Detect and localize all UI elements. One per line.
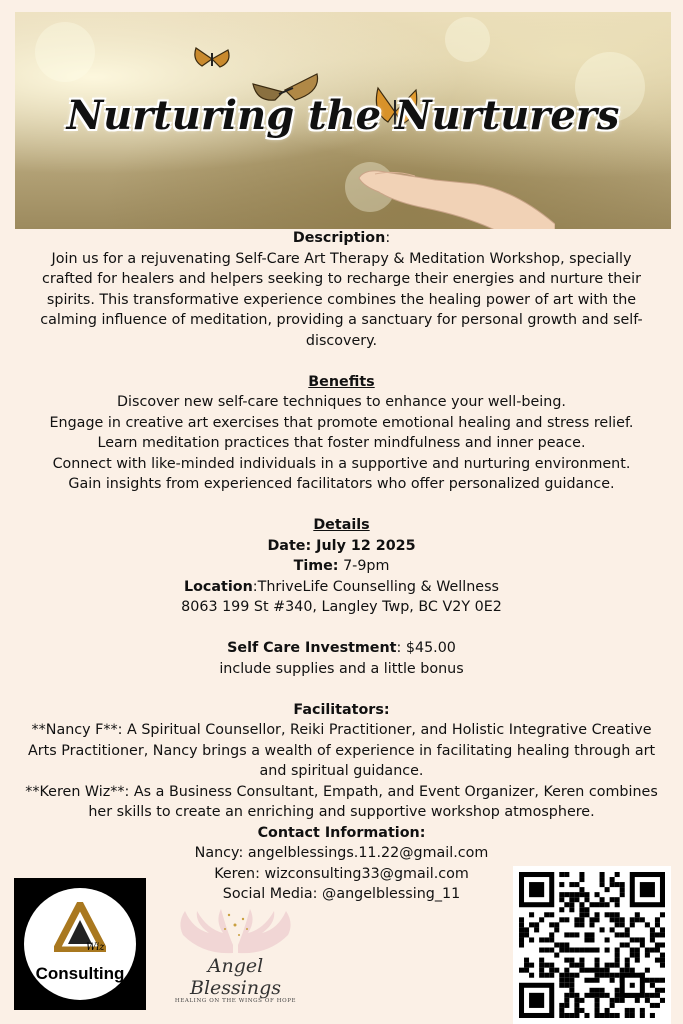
benefit-item: Engage in creative art exercises that promote emotional healing and stress relief. [49,414,634,431]
description-heading: Description: [292,230,391,246]
event-time: Time: 7-9pm [293,558,390,574]
angel-blessings-logo [163,905,308,1015]
open-hand-icon [355,160,555,229]
benefits-heading: Benefits [308,373,375,390]
consulting-wordmark: Consulting [35,964,125,983]
contact-heading: Contact Information: [257,824,426,841]
description-text: Join us for a rejuvenating Self-Care Art Therapy & Meditation Workshop, specially crafted for healers and helpers seeking to recharge their energies and nurture their spirits. This transformative experience combines the healing power of art with the calming influence of meditation, providing a sanctuary for personal growth and self-discovery. [40,250,643,349]
qr-code-icon [519,872,665,1018]
flyer-content [25,228,658,905]
facilitator-keren: **Keren Wiz**: As a Business Consultant, Empath, and Event Organizer, Keren combines her skills to create an enriching and supportive workshop atmosphere. [25,783,658,820]
event-location: Location:ThriveLife Counselling & Wellness [183,578,499,595]
butterfly-icon [192,44,232,74]
wiz-consulting-logo [14,878,146,1010]
benefit-item: Gain insights from experienced facilitators who offer personalized guidance. [68,476,615,492]
angel-blessings-tagline: HEALING ON THE WINGS OF HOPE [174,998,297,1004]
contact-nancy-email[interactable]: Nancy: angelblessings.11.22@gmail.com [194,845,489,861]
event-address: 8063 199 St #340, Langley Twp, BC V2Y 0E2 [181,599,502,615]
banner-title: Nurturing the Nurturers [66,92,620,139]
benefit-item: Learn meditation practices that foster mindfulness and inner peace. [97,435,586,451]
facilitators-heading: Facilitators: [293,701,390,718]
header-banner [15,12,671,229]
contact-social[interactable]: Social Media: @angelblessing_11 [222,886,461,902]
facilitator-nancy: **Nancy F**: A Spiritual Counsellor, Reiki Practitioner, and Holistic Integrative Creative Arts Practitioner, Nancy brings a wealth of experience in facilitating healing through art and spiritual guidance. [27,722,656,779]
wiz-mark: Wiz [86,942,105,953]
investment-note: include supplies and a little bonus [219,660,464,677]
details-heading: Details [313,517,370,533]
qr-code[interactable] [513,866,671,1024]
investment-line: Self Care Investment: $45.00 [227,640,456,656]
event-date: Date: July 12 2025 [267,537,416,554]
angel-blessings-script: Angel Blessings [189,955,281,999]
benefit-item: Connect with like-minded individuals in a supportive and nurturing environment. [52,455,631,472]
benefit-item: Discover new self-care techniques to enhance your well-being. [117,394,566,410]
contact-keren-email[interactable]: Keren: wizconsulting33@gmail.com [214,865,469,882]
